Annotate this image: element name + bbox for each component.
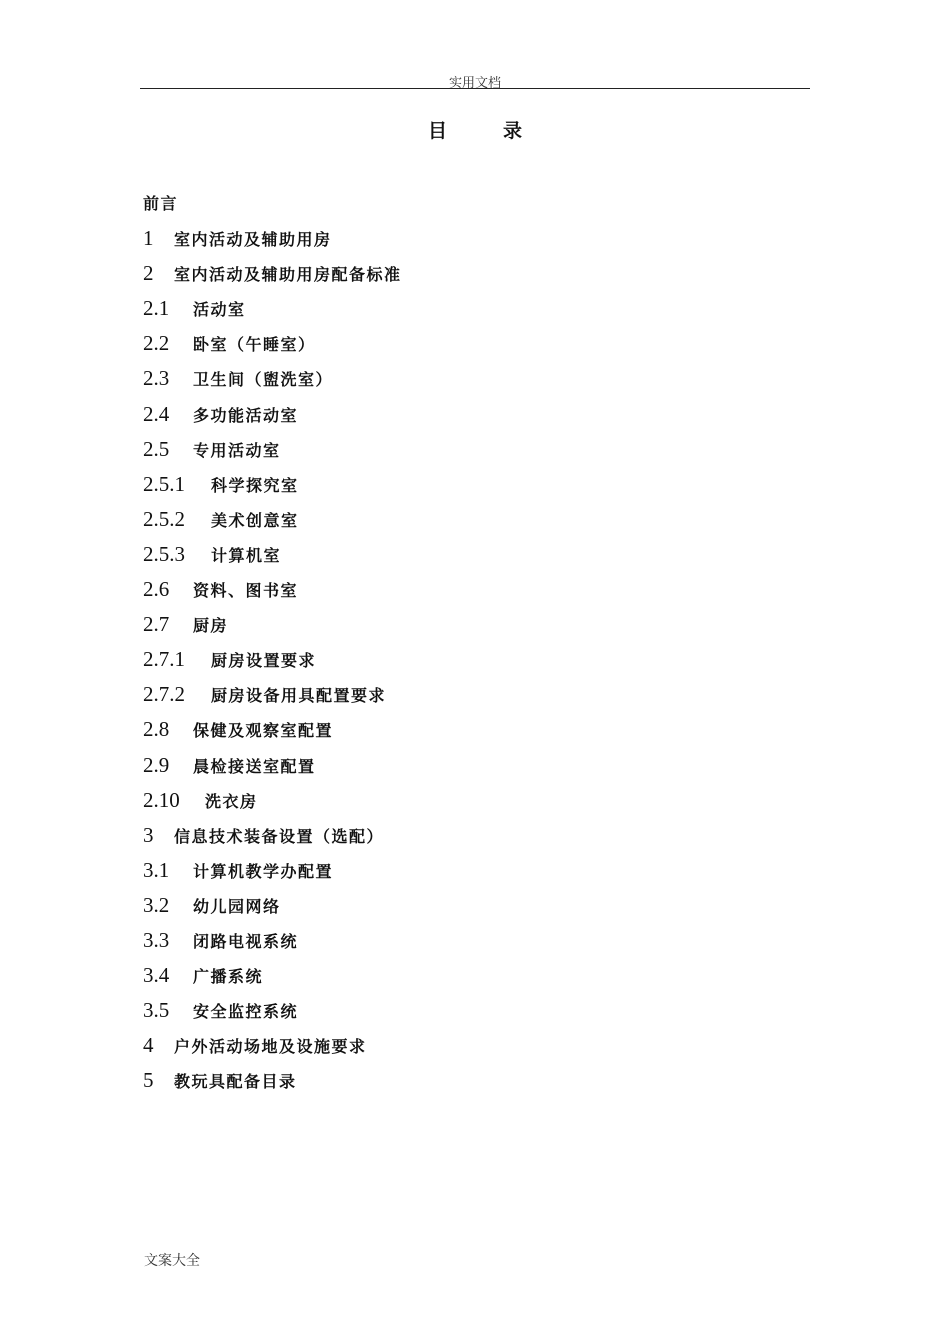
toc-title [0, 116, 950, 143]
toc-entry-label: 卫生间（盥洗室） [193, 370, 334, 390]
toc-entry-label: 科学探究室 [211, 475, 299, 495]
header-rule [140, 88, 810, 89]
toc-entry-number: 3.2 [143, 892, 170, 917]
toc-entry-label: 闭路电视系统 [193, 931, 299, 951]
toc-entry-number: 2.5.2 [143, 506, 185, 531]
toc-entry-number: 2.6 [143, 577, 170, 602]
toc-entry[interactable] [143, 888, 783, 923]
toc-entry-number: 4 [143, 1033, 154, 1058]
toc-entry-number: 3.5 [143, 998, 170, 1023]
toc-entry-number: 2.7.2 [143, 682, 185, 707]
toc-entry-number: 3.3 [143, 927, 170, 952]
toc-entry-number: 2 [143, 261, 154, 286]
toc-entry-label: 广播系统 [193, 967, 264, 987]
toc-entry[interactable] [143, 923, 783, 958]
toc-entry-number: 2.4 [143, 401, 170, 426]
toc-list [143, 186, 783, 1098]
toc-entry[interactable] [143, 783, 783, 818]
toc-entry[interactable] [143, 432, 783, 467]
toc-entry[interactable] [143, 537, 783, 572]
toc-entry-label: 厨房设置要求 [211, 651, 317, 671]
toc-entry-label: 保健及观察室配置 [193, 721, 334, 741]
toc-entry[interactable] [143, 572, 783, 607]
page-footer: 文案大全 [144, 1253, 200, 1269]
toc-entry[interactable] [143, 677, 783, 712]
toc-entry-number: 1 [143, 226, 154, 251]
toc-entry-label: 计算机室 [211, 545, 282, 565]
toc-entry[interactable] [143, 326, 783, 361]
page-header: 实用文档 [448, 76, 501, 91]
toc-entry-number: 3.4 [143, 963, 170, 988]
toc-entry[interactable] [143, 256, 783, 291]
toc-entry[interactable] [143, 467, 783, 502]
toc-entry-number: 5 [143, 1068, 154, 1093]
toc-entry-label: 教玩具配备目录 [174, 1072, 297, 1092]
toc-entry[interactable] [143, 1028, 783, 1063]
toc-title-left: 目 [427, 120, 447, 142]
toc-entry[interactable] [143, 221, 783, 256]
toc-title-right: 录 [503, 120, 523, 142]
toc-entry-label: 幼儿园网络 [193, 896, 281, 916]
toc-entry[interactable] [143, 502, 783, 537]
toc-entry-number: 2.3 [143, 366, 170, 391]
toc-entry-label: 户外活动场地及设施要求 [174, 1037, 367, 1057]
toc-entry-number: 2.9 [143, 752, 170, 777]
toc-entry[interactable] [143, 748, 783, 783]
toc-entry-label: 资料、图书室 [193, 581, 299, 601]
toc-entry-label: 室内活动及辅助用房配备标准 [174, 265, 402, 285]
toc-entry-number: 2.5.1 [143, 471, 185, 496]
toc-entry-label: 美术创意室 [211, 510, 299, 530]
toc-entry-label: 卧室（午睡室） [193, 335, 316, 355]
toc-entry-number: 2.7.1 [143, 647, 185, 672]
toc-entry-label: 前言 [143, 194, 179, 213]
toc-entry-label: 厨房 [193, 616, 229, 636]
toc-entry-label: 活动室 [193, 300, 246, 320]
toc-entry[interactable] [143, 186, 783, 221]
toc-entry-number: 3.1 [143, 857, 170, 882]
toc-entry[interactable] [143, 361, 783, 396]
toc-entry-label: 晨检接送室配置 [193, 756, 316, 776]
toc-entry-label: 信息技术装备设置（选配） [174, 826, 385, 846]
toc-entry[interactable] [143, 607, 783, 642]
toc-entry-label: 安全监控系统 [193, 1002, 299, 1022]
toc-entry-number: 2.7 [143, 612, 170, 637]
toc-entry[interactable] [143, 712, 783, 747]
toc-entry-label: 室内活动及辅助用房 [174, 230, 332, 250]
toc-entry-number: 2.5 [143, 436, 170, 461]
toc-entry-label: 洗衣房 [205, 791, 258, 811]
toc-entry[interactable] [143, 1063, 783, 1098]
toc-entry-label: 厨房设备用具配置要求 [211, 686, 387, 706]
toc-entry[interactable] [143, 958, 783, 993]
toc-entry-number: 2.8 [143, 717, 170, 742]
toc-entry[interactable] [143, 397, 783, 432]
toc-entry-number: 2.5.3 [143, 541, 185, 566]
toc-entry[interactable] [143, 291, 783, 326]
toc-entry[interactable] [143, 993, 783, 1028]
toc-entry-number: 3 [143, 822, 154, 847]
toc-entry-label: 多功能活动室 [193, 405, 299, 425]
toc-entry-number: 2.2 [143, 331, 170, 356]
toc-entry-number: 2.10 [143, 787, 180, 812]
toc-entry[interactable] [143, 818, 783, 853]
toc-entry[interactable] [143, 853, 783, 888]
toc-entry[interactable] [143, 642, 783, 677]
toc-entry-number: 2.1 [143, 296, 170, 321]
toc-entry-label: 专用活动室 [193, 440, 281, 460]
toc-entry-label: 计算机教学办配置 [193, 861, 334, 881]
